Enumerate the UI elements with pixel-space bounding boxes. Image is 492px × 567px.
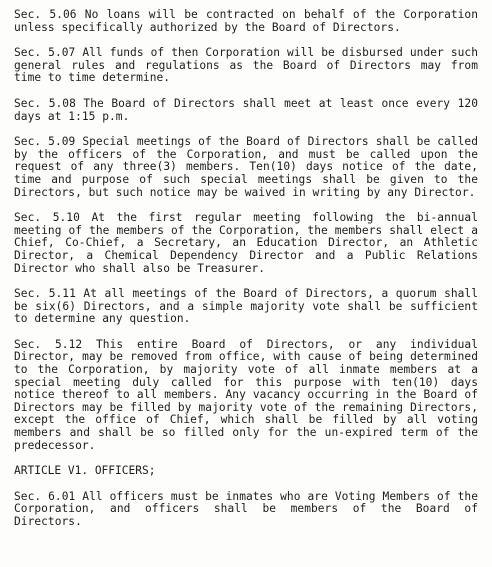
article-heading: ARTICLE V1. OFFICERS;	[14, 464, 156, 478]
section-5-12: Sec. 5.12 This entire Board of Directors, or any individual Director, may be removed from office, with cause of being determined to the Corporation, by majority vote of all inmate members at a special meeting duly called for this purpose with ten(10) days notice thereof to all members. Any vacancy occurring in the Board of Directors may be filled by majority vote of the remaining Directors, except the office of Chief, which shall be filled by all voting members and shall be so filled only for the un-expired term of the predecessor.	[14, 337, 478, 452]
section-5-08: Sec. 5.08 The Board of Directors shall meet at least once every 120 days at 1:15 p.m.	[14, 96, 478, 123]
section-5-06: Sec. 5.06 No loans will be contracted on behalf of the Corporation unless specifically authorized by the Board of Directors.	[14, 8, 478, 34]
section-5-11: Sec. 5.11 At all meetings of the Board of Directors, a quorum shall be six(6) Directors, and a simple majority vote shall be sufficient to determine any question.	[14, 287, 478, 326]
section-6-01: Sec. 6.01 All officers must be inmates who are Voting Members of the Corporation, and officers shall be members of the Board of Directors.	[14, 489, 478, 528]
section-5-10: Sec. 5.10 At the first regular meeting following the bi-annual meeting of the members of the Corporation, the members shall elect a Chief, Co-Chief, a Secretary, an Education Director, an Athletic Director, a Chemical Dependency Director and a Public Relations Director who shall also be Treasurer.	[14, 211, 478, 275]
section-5-09: Sec. 5.09 Special meetings of the Board of Directors shall be called by the officers of the Corporation, and must be called upon the request of any three(3) members. Ten(10) days notice of the date, time and purpose of such special meetings shall be given to the Directors, but such notice may be waived in writing by any Director.	[14, 135, 478, 199]
section-5-07: Sec. 5.07 All funds of then Corporation will be disbursed under such general rules and regulations as the Board of Directors may from time to time determine.	[14, 46, 478, 85]
